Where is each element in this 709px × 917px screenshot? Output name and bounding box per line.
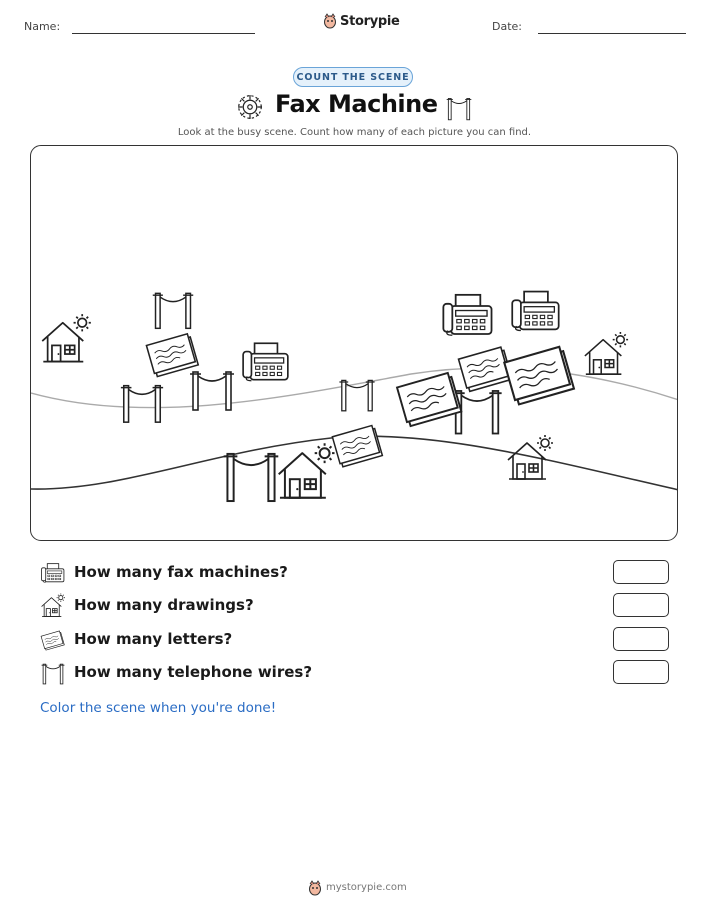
question-text: How many fax machines?: [74, 563, 288, 581]
answer-box[interactable]: [613, 660, 669, 684]
fax-machine-icon: [40, 560, 66, 586]
name-label: Name:: [24, 20, 61, 33]
answer-box[interactable]: [613, 627, 669, 651]
question-letters: [40, 625, 680, 655]
telephone-wire-6: [224, 454, 279, 501]
coloring-note: Color the scene when you're done!: [40, 700, 277, 716]
instructions: Look at the busy scene. Count how many of each picture you can find.: [177, 127, 532, 138]
worksheet-header: [0, 0, 709, 50]
name-field[interactable]: [72, 33, 255, 34]
question-text: How many drawings?: [74, 596, 254, 614]
question-text: How many telephone wires?: [74, 663, 313, 681]
fax-machine-3: [512, 292, 558, 331]
letter-icon: [40, 627, 66, 653]
busy-scene: [30, 145, 678, 541]
telephone-wire-icon: [40, 660, 66, 686]
letter-3: [459, 347, 513, 392]
letter-5: [332, 425, 382, 467]
question-drawings: [40, 591, 680, 621]
telephone-wire-icon: [445, 94, 473, 122]
question-fax-machines: [40, 558, 680, 588]
page-title: Fax Machine: [275, 90, 438, 118]
question-telephone-wires: [40, 658, 680, 688]
letter-1: [146, 333, 198, 377]
storypie-mascot-icon: [308, 880, 322, 896]
title-row: [0, 90, 709, 126]
footer: [0, 879, 709, 899]
footer-url[interactable]: mystorypie.com: [326, 882, 407, 893]
fax-machine-1: [243, 343, 288, 380]
fax-machine-2: [443, 295, 491, 335]
brand-logo: [323, 13, 400, 29]
date-field[interactable]: [538, 33, 686, 34]
telephone-wire-2: [121, 386, 163, 422]
house-drawing-1: [42, 314, 91, 362]
house-drawing-2: [585, 332, 628, 374]
scene-illustration: [31, 146, 678, 541]
telephone-wire-1: [153, 293, 193, 328]
activity-badge: COUNT THE SCENE: [293, 67, 413, 87]
telephone-wire-4: [339, 380, 374, 410]
storypie-mascot-icon: [323, 13, 337, 29]
gear-icon: [235, 92, 265, 122]
house-drawing-3: [279, 443, 335, 498]
brand-name: Storypie: [340, 13, 400, 29]
letter-4: [504, 346, 574, 405]
house-drawing-icon: [40, 593, 66, 619]
answer-box[interactable]: [613, 560, 669, 584]
date-label: Date:: [492, 20, 522, 33]
answer-box[interactable]: [613, 593, 669, 617]
question-text: How many letters?: [74, 630, 233, 648]
letter-2: [397, 372, 461, 426]
